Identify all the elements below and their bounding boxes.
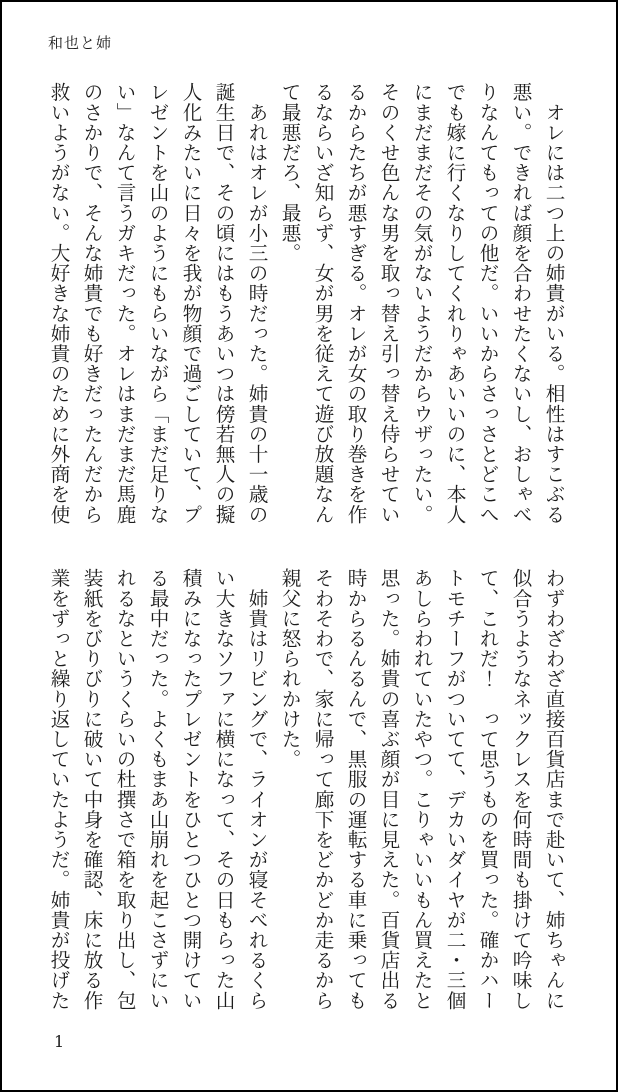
text-column: あれはオレが小三の時だった。姉貴の十一歳の — [245, 82, 268, 525]
text-block-bottom — [42, 568, 570, 1011]
text-column: トモチーフがついてて、デカいダイヤが二・三個 — [443, 568, 466, 1011]
text-column: 親父に怒られかけた。 — [278, 568, 301, 769]
text-column: 業をずっと繰り返していたようだ。姉貴が投げた — [47, 568, 70, 1011]
text-column: でも嫁に行くなりしてくれりゃあいいのに、本人 — [443, 82, 466, 525]
text-column: 装紙をびりびりに破いて中身を確認、床に放る作 — [80, 568, 103, 1011]
text-column: る最中だった。よくもまあ山崩れを起こさずにい — [146, 568, 169, 1011]
text-column: りなんてもっての他だ。いいからさっさとどこへ — [476, 82, 499, 525]
text-column: オレには二つ上の姉貴がいる。相性はすこぶる — [542, 82, 565, 525]
page-number: 1 — [54, 1032, 65, 1051]
text-column: て、これだ！ って思うものを買った。確かハー — [476, 568, 499, 1011]
text-column: そわそわで、家に帰って廊下をどかどか走るから — [311, 568, 334, 1011]
text-column: わずわざわざ直接百貨店まで赴いて、姉ちゃんに — [542, 568, 565, 1011]
text-column: 時からるんるんで、黒服の運転する車に乗っても — [344, 568, 367, 1011]
text-column: い」なんて言うガキだった。オレはまだまだ馬鹿 — [113, 82, 136, 525]
text-column: て最悪だろ、最悪。 — [278, 82, 301, 263]
text-column: レゼントを山のようにもらいながら「まだ足りな — [146, 82, 169, 525]
text-column: 積みになったプレゼントをひとつひとつ開けてい — [179, 568, 202, 1011]
text-column: 悪い。できれば顔を合わせたくないし、おしゃべ — [509, 82, 532, 525]
text-column: 誕生日で、その頃にはもうあいつは傍若無人の擬 — [212, 82, 235, 525]
text-column: 似合うようなネックレスを何時間も掛けて吟味し — [509, 568, 532, 1011]
text-column: 思った。姉貴の喜ぶ顔が目に見えた。百貨店出る — [377, 568, 400, 1011]
text-column: あしらわれていたやつ。こりゃいいもん買えたと — [410, 568, 433, 1011]
text-column: るならいざ知らず、女が男を従えて遊び放題なん — [311, 82, 334, 525]
text-column: 救いようがない。大好きな姉貴のために外商を使 — [47, 82, 70, 525]
text-column: のさかりで、そんな姉貴でも好きだったんだから — [80, 82, 103, 525]
text-block-top — [42, 82, 570, 525]
text-column: れるなというくらいの杜撰さで箱を取り出し、包 — [113, 568, 136, 1011]
text-column: い大きなソファに横になって、その日もらった山 — [212, 568, 235, 1011]
text-column: そのくせ色んな男を取っ替え引っ替え侍らせてい — [377, 82, 400, 525]
text-column: 姉貴はリビングで、ライオンが寝そべれるくら — [245, 568, 268, 1011]
text-column: るからたちが悪すぎる。オレが女の取り巻きを作 — [344, 82, 367, 525]
text-column: 人化みたいに日々を我が物顔で過ごしていて、プ — [179, 82, 202, 525]
text-column: にまだまだその気がないようだからウザったい。 — [410, 82, 433, 525]
page-title: 和也と姉 — [48, 34, 113, 52]
